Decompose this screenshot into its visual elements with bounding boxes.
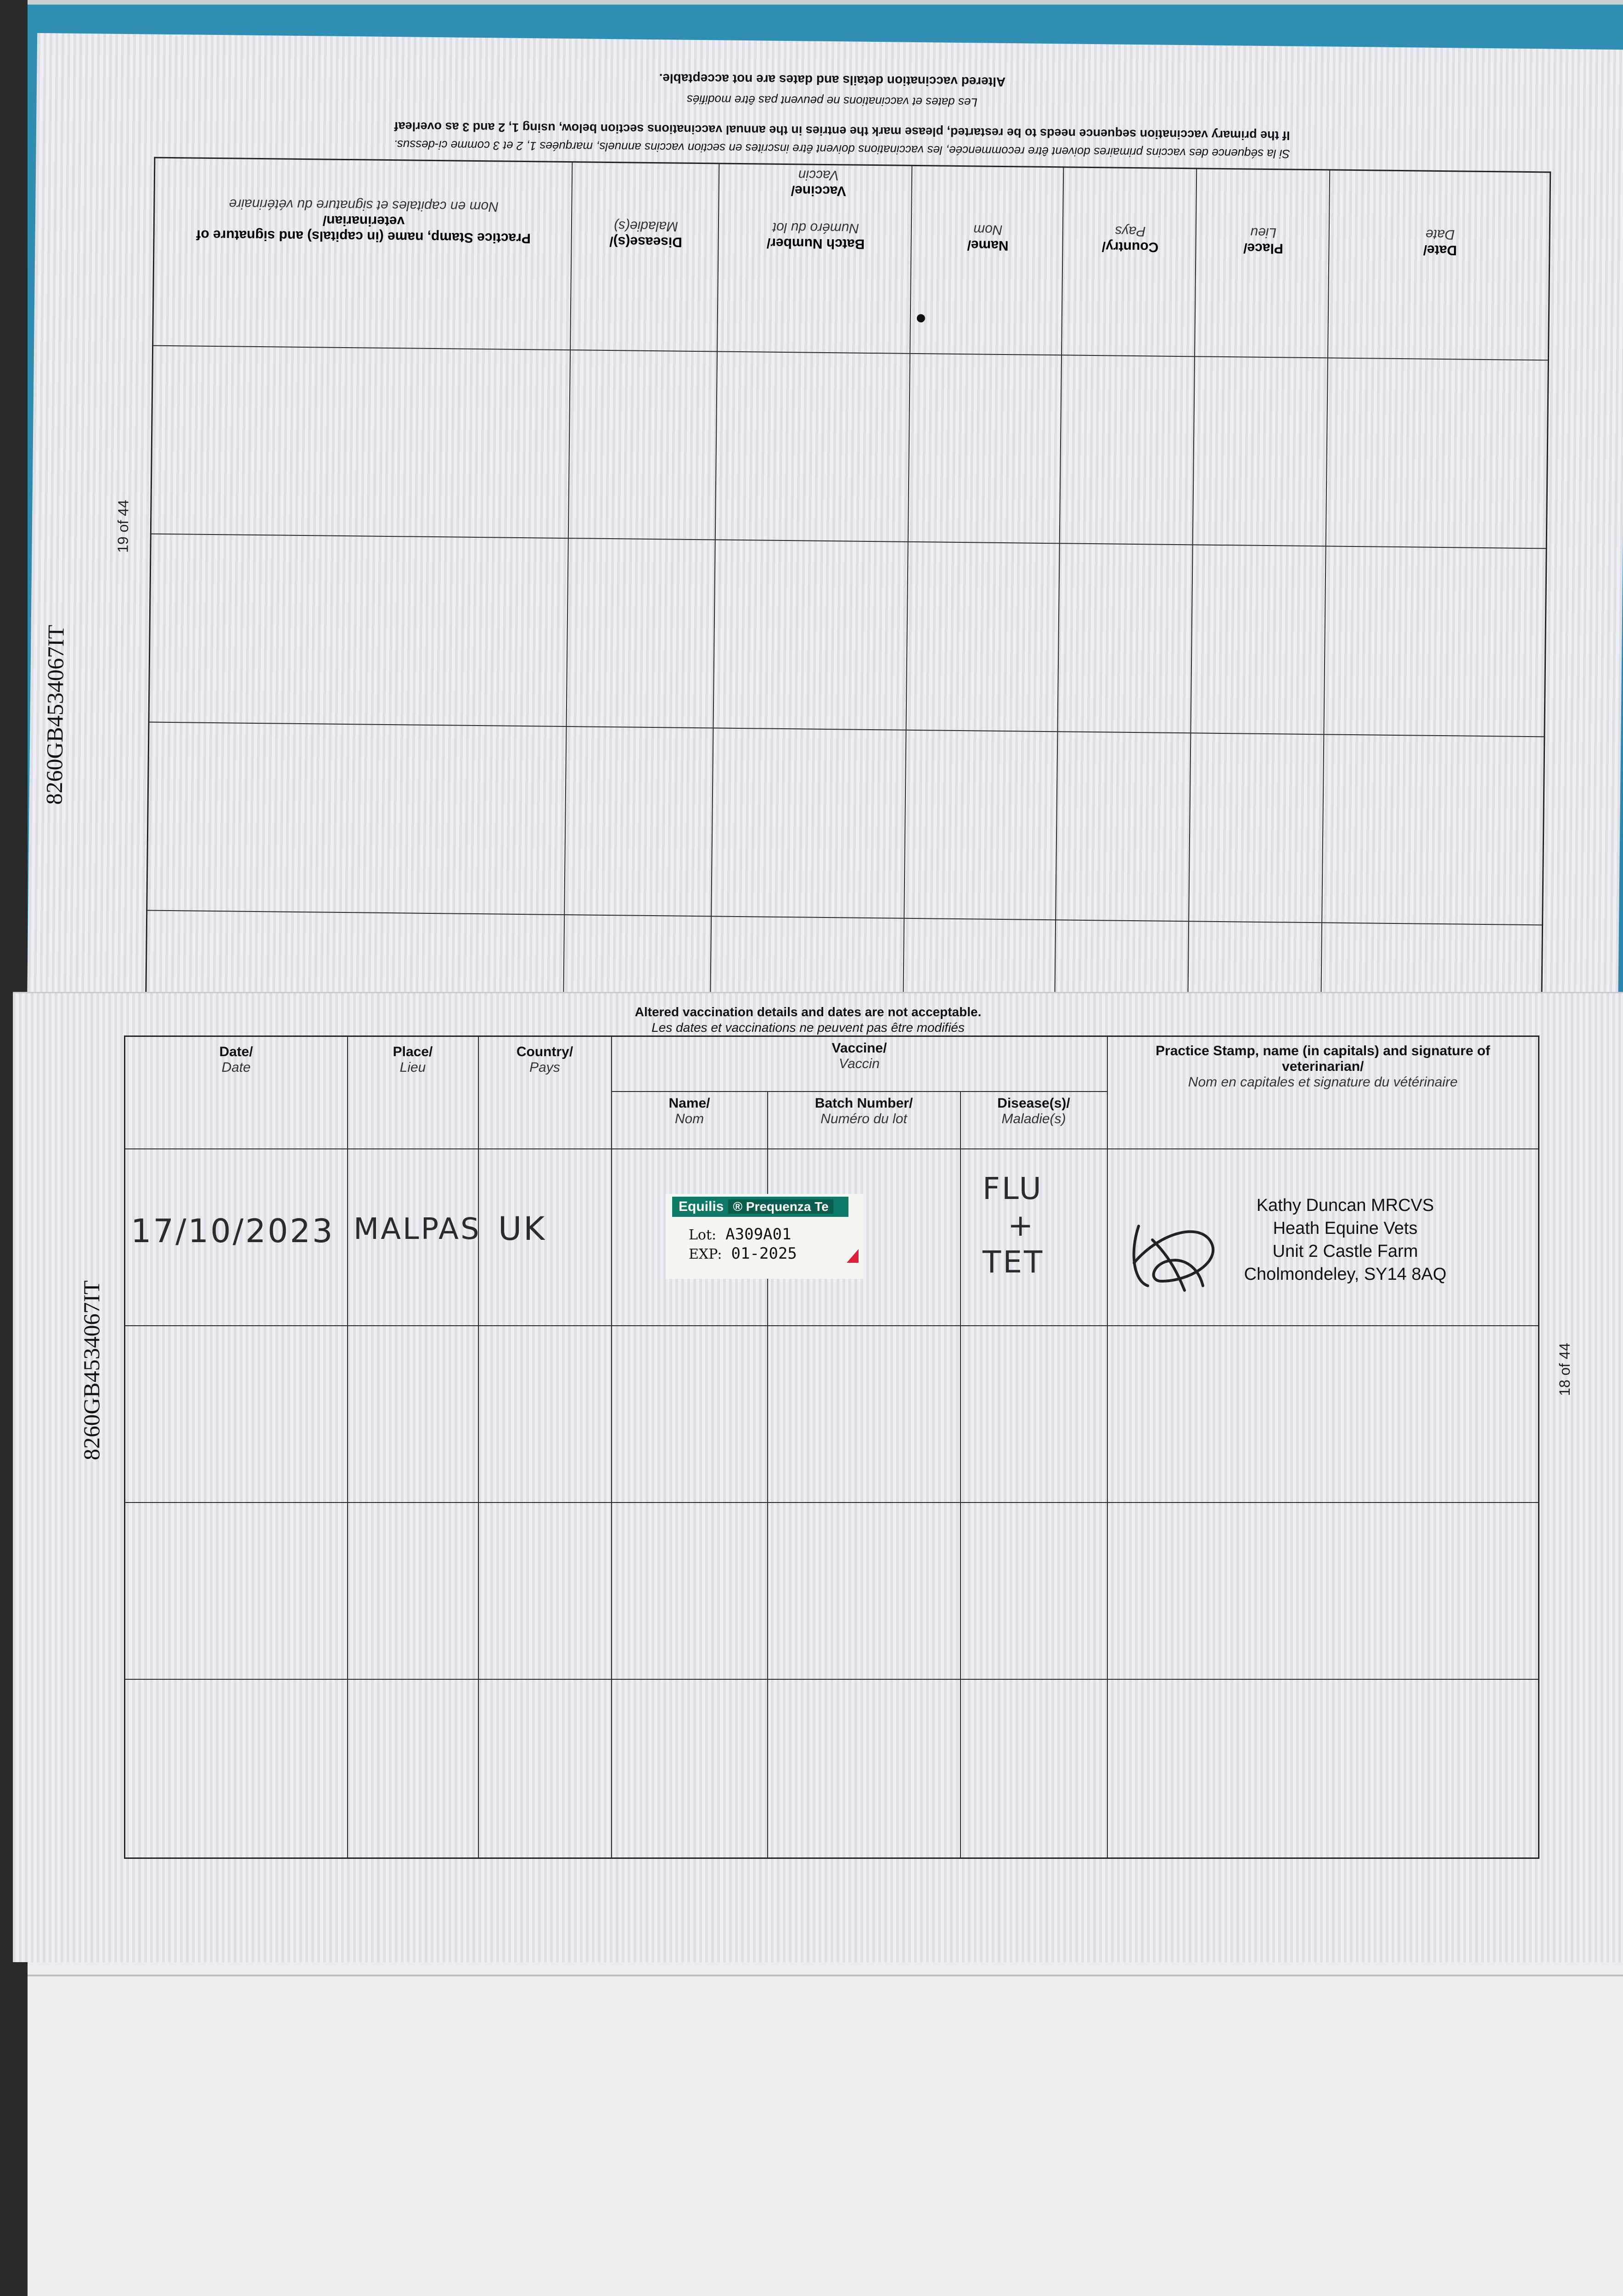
table-cell [768, 1679, 960, 1858]
table-cell [715, 352, 910, 542]
table-cell [478, 1679, 612, 1858]
table-cell [1107, 1679, 1539, 1858]
cover-crease [28, 1975, 1623, 1976]
table-header-disease: Disease(s)/ Maladie(s) [960, 1092, 1107, 1149]
table-cell [1326, 358, 1548, 549]
table-cell [125, 1679, 348, 1858]
passport-id-top: 8260GB4534067IT [41, 625, 69, 805]
table-cell [1324, 546, 1546, 737]
page-number-bottom: 18 of 44 [1556, 1343, 1573, 1396]
table-cell [1191, 545, 1326, 735]
table-cell [1189, 733, 1324, 923]
table-cell [960, 1326, 1107, 1503]
stamp-line-4: Cholmondeley, SY14 8AQ [1244, 1265, 1447, 1284]
ink-dot [917, 314, 925, 322]
table-cell [1107, 1503, 1539, 1679]
header-country-top: Country/ Pays [1101, 223, 1159, 255]
table-cell [348, 1326, 478, 1503]
table-cell [768, 1326, 960, 1503]
table-cell [904, 730, 1058, 920]
notice-title-fr: Les dates et vaccinations ne peuvent pas être modifiés [686, 92, 977, 110]
header-name-top: Name/ Nom [967, 222, 1009, 253]
stamp-line-2: Heath Equine Vets [1273, 1219, 1418, 1238]
header-vaccine-top: Vaccine/ Vaccin [791, 167, 846, 199]
stamp-line-3: Unit 2 Castle Farm [1272, 1242, 1418, 1261]
table-cell [568, 350, 717, 540]
entry-place: MALPAS [354, 1212, 481, 1246]
notice-title: Altered vaccination details and dates are not acceptable. [659, 71, 1006, 90]
table-cell [153, 158, 573, 350]
vaccination-table-top [145, 157, 1551, 1023]
table-cell [1062, 167, 1197, 357]
notice-restart-fr: Si la séquence des vaccins primaires doivent être recommencée, les vaccinations doivent être inscrites en section vaccins annuels, marquées 1, 2 et 3 comme ci-dessus. [393, 138, 1290, 161]
table-cell [612, 1326, 768, 1503]
page-number-top: 19 of 44 [114, 500, 132, 553]
table-cell [960, 1503, 1107, 1679]
table-header-vaccine: Vaccine/ Vaccin [612, 1036, 1107, 1092]
table-cell [713, 540, 908, 730]
header-place-top: Place/ Lieu [1243, 225, 1284, 256]
vaccine-brand-label: Equilis ® Prequenza Te [672, 1197, 848, 1217]
passport-back-cover [28, 1961, 1623, 2296]
lot-row: Lot: A309A01 [689, 1225, 792, 1244]
table-cell [1322, 735, 1544, 925]
table-cell [906, 542, 1060, 732]
table-cell [149, 534, 568, 727]
stamp-line-1: Kathy Duncan MRCVS [1256, 1196, 1434, 1215]
exp-row: EXP: 01-2025 [689, 1244, 797, 1263]
table-cell [768, 1503, 960, 1679]
table-cell [565, 727, 713, 917]
table-cell [348, 1503, 478, 1679]
header-date-top: Date/ Date [1423, 226, 1457, 258]
table-header-place: Place/ Lieu [348, 1036, 478, 1149]
table-cell [960, 1679, 1107, 1858]
header-stamp-top: Practice Stamp, name (in capitals) and signature of veterinarian/ Nom en capitales et signature du vétérinaire [196, 196, 531, 246]
table-row [125, 1679, 1539, 1858]
table-cell [1107, 1326, 1539, 1503]
header-disease-top: Disease(s)/ Maladie(s) [609, 218, 682, 250]
table-cell [712, 728, 906, 918]
vaccine-batch-sticker [666, 1194, 863, 1279]
table-cell [147, 722, 567, 915]
table-cell [908, 354, 1061, 543]
table-cell [1193, 357, 1328, 546]
entry-date: 17/10/2023 [131, 1212, 335, 1250]
table-header-batch: Batch Number/ Numéro du lot [768, 1092, 960, 1149]
sticker-corner-mark [847, 1249, 859, 1263]
table-cell [1058, 544, 1193, 733]
table-cell [567, 539, 715, 728]
table-row [125, 1326, 1539, 1503]
notice-title-fr-bottom: Les dates et vaccinations ne peuvent pas être modifiés [651, 1020, 965, 1035]
table-header-stamp: Practice Stamp, name (in capitals) and signature of veterinarian/ Nom en capitales et signature du vétérinaire [1107, 1036, 1539, 1149]
table-row [125, 1503, 1539, 1679]
table-cell [1060, 355, 1195, 545]
vaccination-table-bottom [124, 1035, 1539, 1859]
table-cell [1328, 170, 1550, 360]
table-cell [1056, 732, 1191, 922]
table-cell [1195, 169, 1330, 358]
passport-id-bottom: 8260GB4534067IT [79, 1280, 104, 1460]
header-batch-top: Batch Number/ Numéro du lot [766, 219, 865, 252]
notice-title-bottom: Altered vaccination details and dates are not acceptable. [635, 1005, 982, 1019]
entry-disease-1: FLU [983, 1171, 1043, 1206]
notice-restart: If the primary vaccination sequence needs to be restarted, please mark the entries in the annual vaccinations section below, using 1, 2 and 3 as overleaf [394, 119, 1290, 143]
table-cell [612, 1503, 768, 1679]
table-cell [125, 1326, 348, 1503]
page-19 [27, 33, 1623, 1028]
table-cell [478, 1326, 612, 1503]
table-header-name: Name/ Nom [612, 1092, 768, 1149]
entry-disease-3: TET [983, 1244, 1045, 1280]
table-cell [151, 346, 570, 539]
table-cell [478, 1503, 612, 1679]
table-cell [125, 1503, 348, 1679]
practice-stamp [1226, 1194, 1465, 1286]
table-header-country: Country/ Pays [478, 1036, 612, 1149]
veterinarian-signature [1120, 1212, 1226, 1295]
table-header-date: Date/ Date [125, 1036, 348, 1149]
table-cell [348, 1679, 478, 1858]
entry-country: UK [498, 1210, 547, 1248]
table-cell [612, 1679, 768, 1858]
entry-disease-2: + [1008, 1208, 1035, 1243]
